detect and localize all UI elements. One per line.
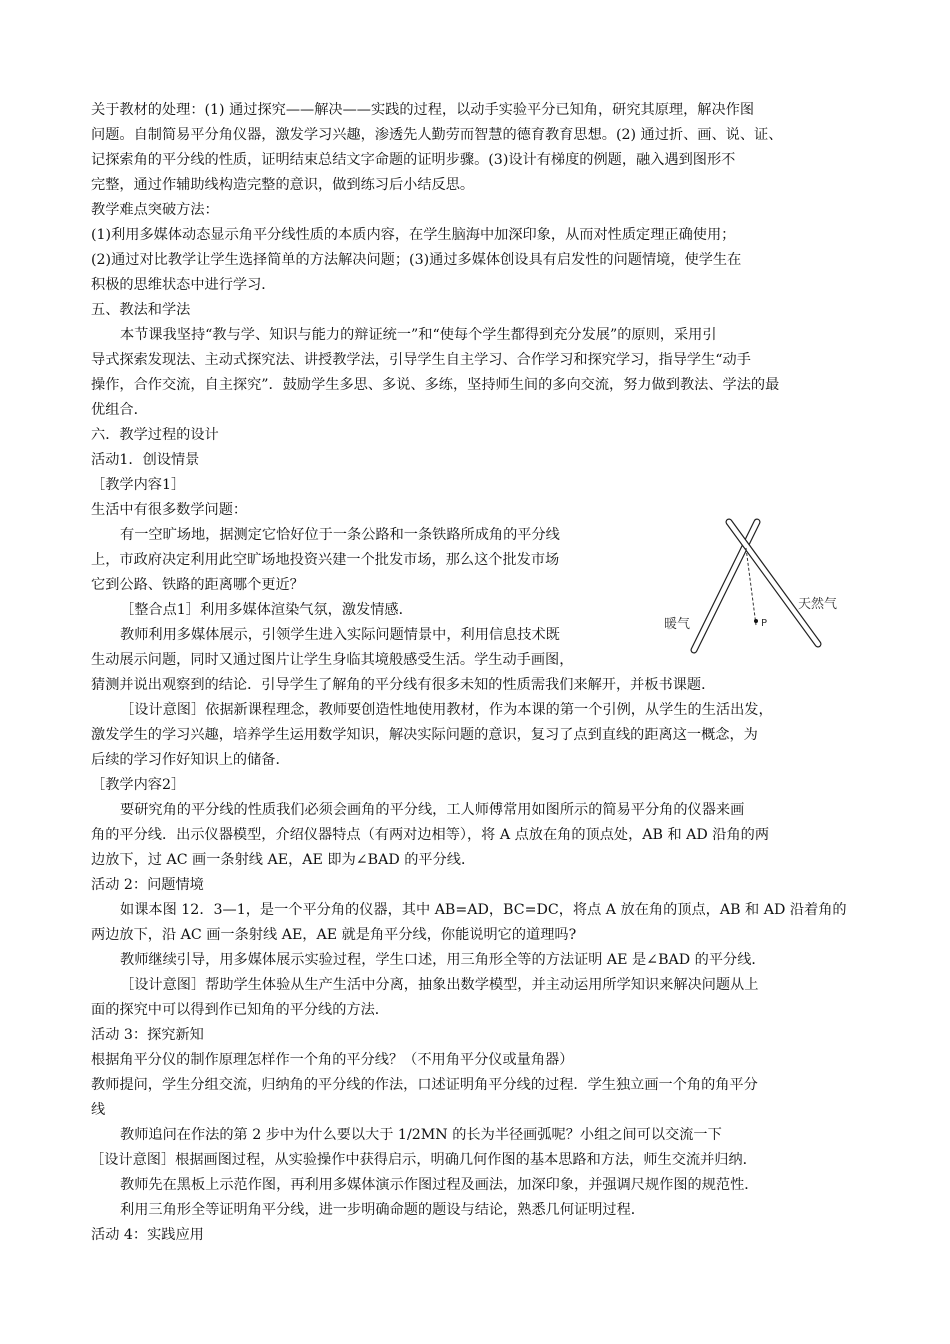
text-line: 猜测并说出观察到的结论．引导学生了解角的平分线有很多未知的性质需我们来解开，并板书课题． [91, 677, 716, 693]
activity-heading: 活动 4：实践应用 [91, 1227, 204, 1243]
text-line: 它到公路、铁路的距离哪个更近？ [91, 577, 304, 593]
text-line: 生动展示问题，同时又通过图片让学生身临其境般感受生活。学生动手画图， [91, 652, 574, 668]
point-p [754, 619, 758, 623]
text-line: 两边放下，沿 AC 画一条射线 AE，AE 就是角平分线，你能说明它的道理吗? [91, 927, 577, 943]
text-line: 教师追问在作法的第 2 步中为什么要以大于 1/2MN 的长为半径画弧呢？小组之间可以交流一下 [120, 1127, 722, 1143]
text-line: 导式探索发现法、主动式探究法、讲授教学法，引导学生自主学习、合作学习和探究学习，指导学生“动手 [91, 352, 751, 368]
text-line: 完整，通过作辅助线构造完整的意识，做到练习后小结反思。 [91, 177, 475, 193]
point-label: P [761, 618, 768, 629]
activity-heading: 活动 2：问题情境 [91, 877, 204, 893]
text-line: 优组合． [91, 402, 148, 418]
activity-heading: 活动1．创设情景 [91, 452, 200, 468]
activity-heading: 活动 3：探究新知 [91, 1027, 204, 1043]
text-line: 教师提问，学生分组交流，归纳角的平分线的作法，口述证明角平分线的过程．学生独立画一个角的角平分 [91, 1077, 758, 1093]
text-line: 有一空旷场地，据测定它恰好位于一条公路和一条铁路所成角的平分线 [120, 527, 560, 543]
text-line: 线 [91, 1102, 106, 1118]
text-line: 如课本图 12．3—1，是一个平分角的仪器，其中 AB=AD，BC=DC，将点 A 放在角的顶点，AB 和 AD 沿着角的 [120, 902, 847, 918]
text-line: (1)利用多媒体动态显示角平分线性质的本质内容，在学生脑海中加深印象，从而对性质定理正确使用； [91, 227, 736, 243]
text-line: 教师利用多媒体展示，引领学生进入实际问题情景中，利用信息技术既 [120, 627, 560, 643]
label-heating: 暖气 [664, 617, 691, 632]
text-line: 激发学生的学习兴趣，培养学生运用数学知识，解决实际问题的意识，复习了点到直线的距离这一概念，为 [91, 727, 758, 743]
text-line: 问题。自制简易平分角仪器，激发学习兴趣，渗透先人勤劳而智慧的德育教育思想。(2) 通过折、画、说、证、 [91, 127, 783, 143]
text-line: 后续的学习作好知识上的储备． [91, 752, 290, 768]
left-pipe [694, 522, 757, 650]
angle-bisector-diagram [660, 510, 865, 670]
text-line: 记探索角的平分线的性质，证明结束总结文字命题的证明步骤。(3)设计有梯度的例题，融入遇到图形不 [91, 152, 736, 168]
text-line: 利用三角形全等证明角平分线，进一步明确命题的题设与结论，熟悉几何证明过程． [120, 1202, 645, 1218]
text-line: ［设计意图］根据画图过程，从实验操作中获得启示，明确几何作图的基本思路和方法，师生交流并归纳． [90, 1152, 757, 1168]
section-heading: 六．教学过程的设计 [91, 427, 219, 443]
section-heading: 教学难点突破方法： [91, 202, 219, 218]
text-line: ［设计意图］依据新课程理念，教师要创造性地使用教材，作为本课的第一个引例，从学生的生活出发， [120, 702, 773, 718]
text-line: 本节课我坚持“教与学、知识与能力的辩证统一”和“使每个学生都得到充分发展”的原则，采用引 [120, 327, 717, 343]
text-line: ［整合点1］利用多媒体渲染气氛，激发情感． [120, 602, 413, 618]
text-line: 面的探究中可以得到作已知角的平分线的方法． [91, 1002, 389, 1018]
text-line: (2)通过对比教学让学生选择简单的方法解决问题；(3)通过多媒体创设具有启发性的问题情境，使学生在 [91, 252, 742, 268]
content-heading: ［教学内容2］ [91, 777, 186, 793]
text-line: 操作，合作交流，自主探究”．鼓励学生多思、多说、多练，坚持师生间的多向交流，努力做到教法、学法的最 [91, 377, 780, 393]
section-heading: 五、教法和学法 [91, 302, 191, 318]
text-line: 根据角平分仪的制作原理怎样作一个角的平分线？（不用角平分仪或量角器） [91, 1052, 574, 1068]
text-line: 教师继续引导，用多媒体展示实验过程，学生口述，用三角形全等的方法证明 AE 是∠BAD 的平分线． [120, 952, 766, 968]
text-line: 要研究角的平分线的性质我们必须会画角的平分线，工人师傅常用如图所示的简易平分角的仪器来画 [120, 802, 745, 818]
right-pipe [729, 522, 818, 644]
text-line: 教师先在黑板上示范作图，再利用多媒体演示作图过程及画法，加深印象，并强调尺规作图的规范性． [120, 1177, 759, 1193]
text-line: 积极的思维状态中进行学习． [91, 277, 276, 293]
text-line: ［设计意图］帮助学生体验从生产生活中分离，抽象出数学模型，并主动运用所学知识来解决问题从上 [120, 977, 759, 993]
text-line: 上，市政府决定利用此空旷场地投资兴建一个批发市场，那么这个批发市场 [91, 552, 560, 568]
road-railway-figure [660, 510, 865, 670]
content-heading: ［教学内容1］ [91, 477, 186, 493]
label-gas: 天然气 [798, 597, 838, 612]
text-line: 边放下，过 AC 画一条射线 AE，AE 即为∠BAD 的平分线． [91, 852, 476, 868]
text-line: 关于教材的处理：(1) 通过探究——解决——实践的过程，以动手实验平分已知角，研究其原理，解决作图 [91, 102, 755, 118]
text-line: 生活中有很多数学问题： [91, 502, 248, 518]
text-line: 角的平分线．出示仪器模型，介绍仪器特点（有两对边相等），将 A 点放在角的顶点处，AB 和 AD 沿角的两 [91, 827, 770, 843]
